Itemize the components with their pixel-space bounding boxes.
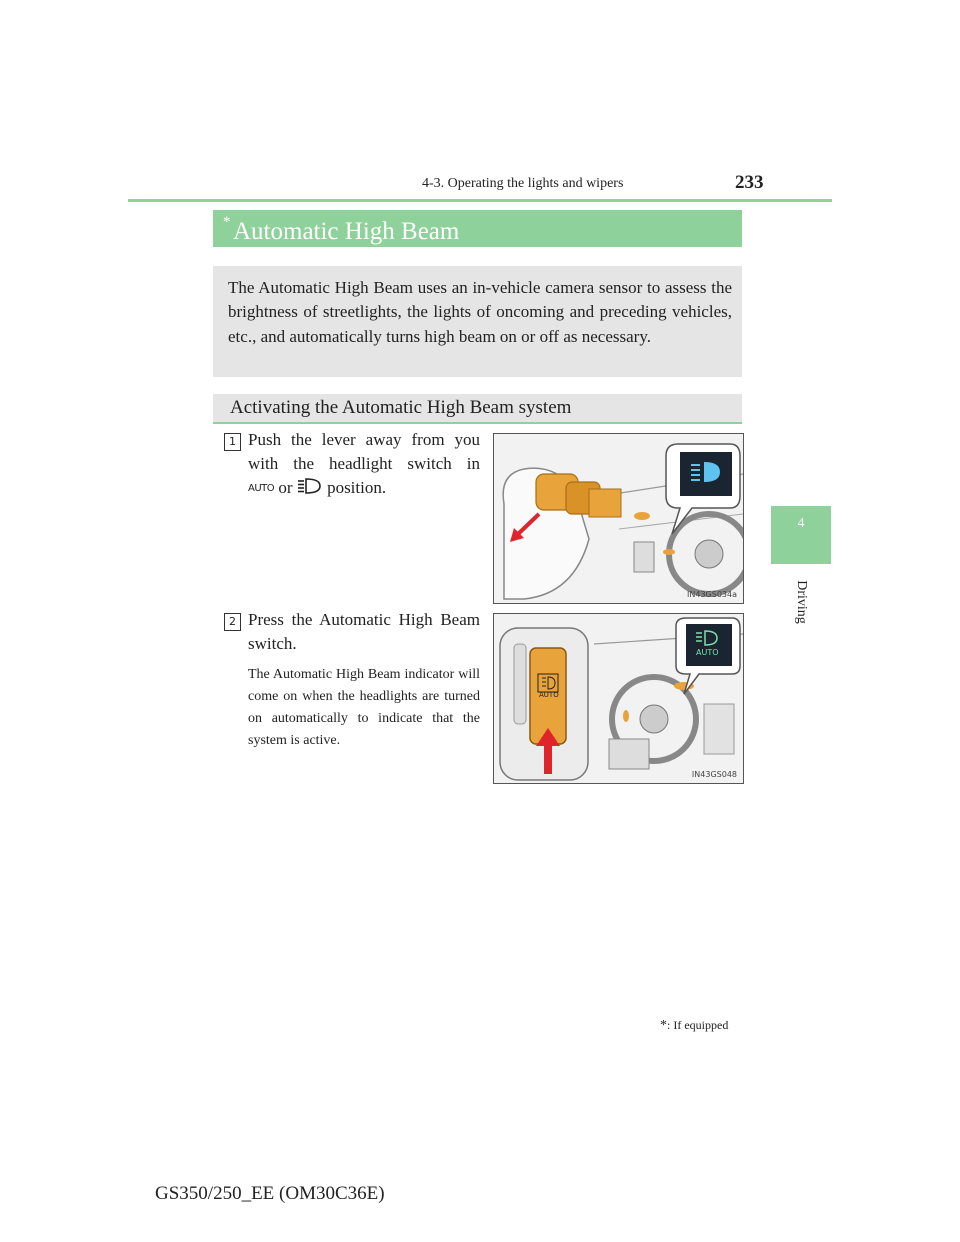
intro-box [213,266,742,377]
step-number-1: 1 [224,433,241,451]
auto-mode-icon: AUTO [248,483,275,495]
chapter-tab [771,506,831,564]
step-2-text: Press the Automatic High Beam switch. [248,610,480,653]
step-1-position: position. [327,478,387,497]
chapter-tab-number: 4 [797,516,805,531]
footnote [660,1018,728,1034]
section-title-text: Automatic High Beam [233,218,460,245]
step-1-line-3 [248,476,480,502]
step-1-or: or [278,478,293,497]
footnote-text: : If equipped [667,1018,729,1032]
lever-figure [493,433,744,604]
header-rule [128,199,832,202]
section-title-bar [213,210,742,247]
header-section-title: 4-3. Operating the lights and wipers [422,176,624,191]
step-1-line-1: Push the lever away from you [248,430,480,449]
subheading-bar [213,394,742,424]
step-number-2: 2 [224,613,241,631]
subheading-text: Activating the Automatic High Beam system [230,397,572,418]
chapter-tab-label [771,572,831,632]
section-title [223,214,460,245]
figure-2-code: IN43GS048 [691,770,737,779]
step-1-text [248,428,480,502]
switch-auto-label: AUTO [539,691,559,699]
footnote-marker: * [660,1018,667,1033]
title-footnote-marker: * [223,214,231,230]
step-2-note: The Automatic High Beam indicator will come on when the headlights are turned on automatically to indicate that the system is active. [248,667,480,748]
intro-text: The Automatic High Beam uses an in-vehicle camera sensor to assess the brightness of streetlights, the lights of oncoming and preceding vehicles, etc., and automatically turns high beam on or off as necessary. [228,278,732,346]
manual-code: GS350/250_EE (OM30C36E) [155,1183,385,1204]
indicator-auto-label: AUTO [696,648,719,657]
switch-figure [493,613,744,784]
chapter-tab-label-text: Driving [794,580,809,624]
page-number: 233 [735,172,764,193]
figure-1-code: IN43GS034a [687,590,737,599]
headlight-icon [297,477,323,502]
step-1-line-2: with the headlight switch in [248,454,480,473]
